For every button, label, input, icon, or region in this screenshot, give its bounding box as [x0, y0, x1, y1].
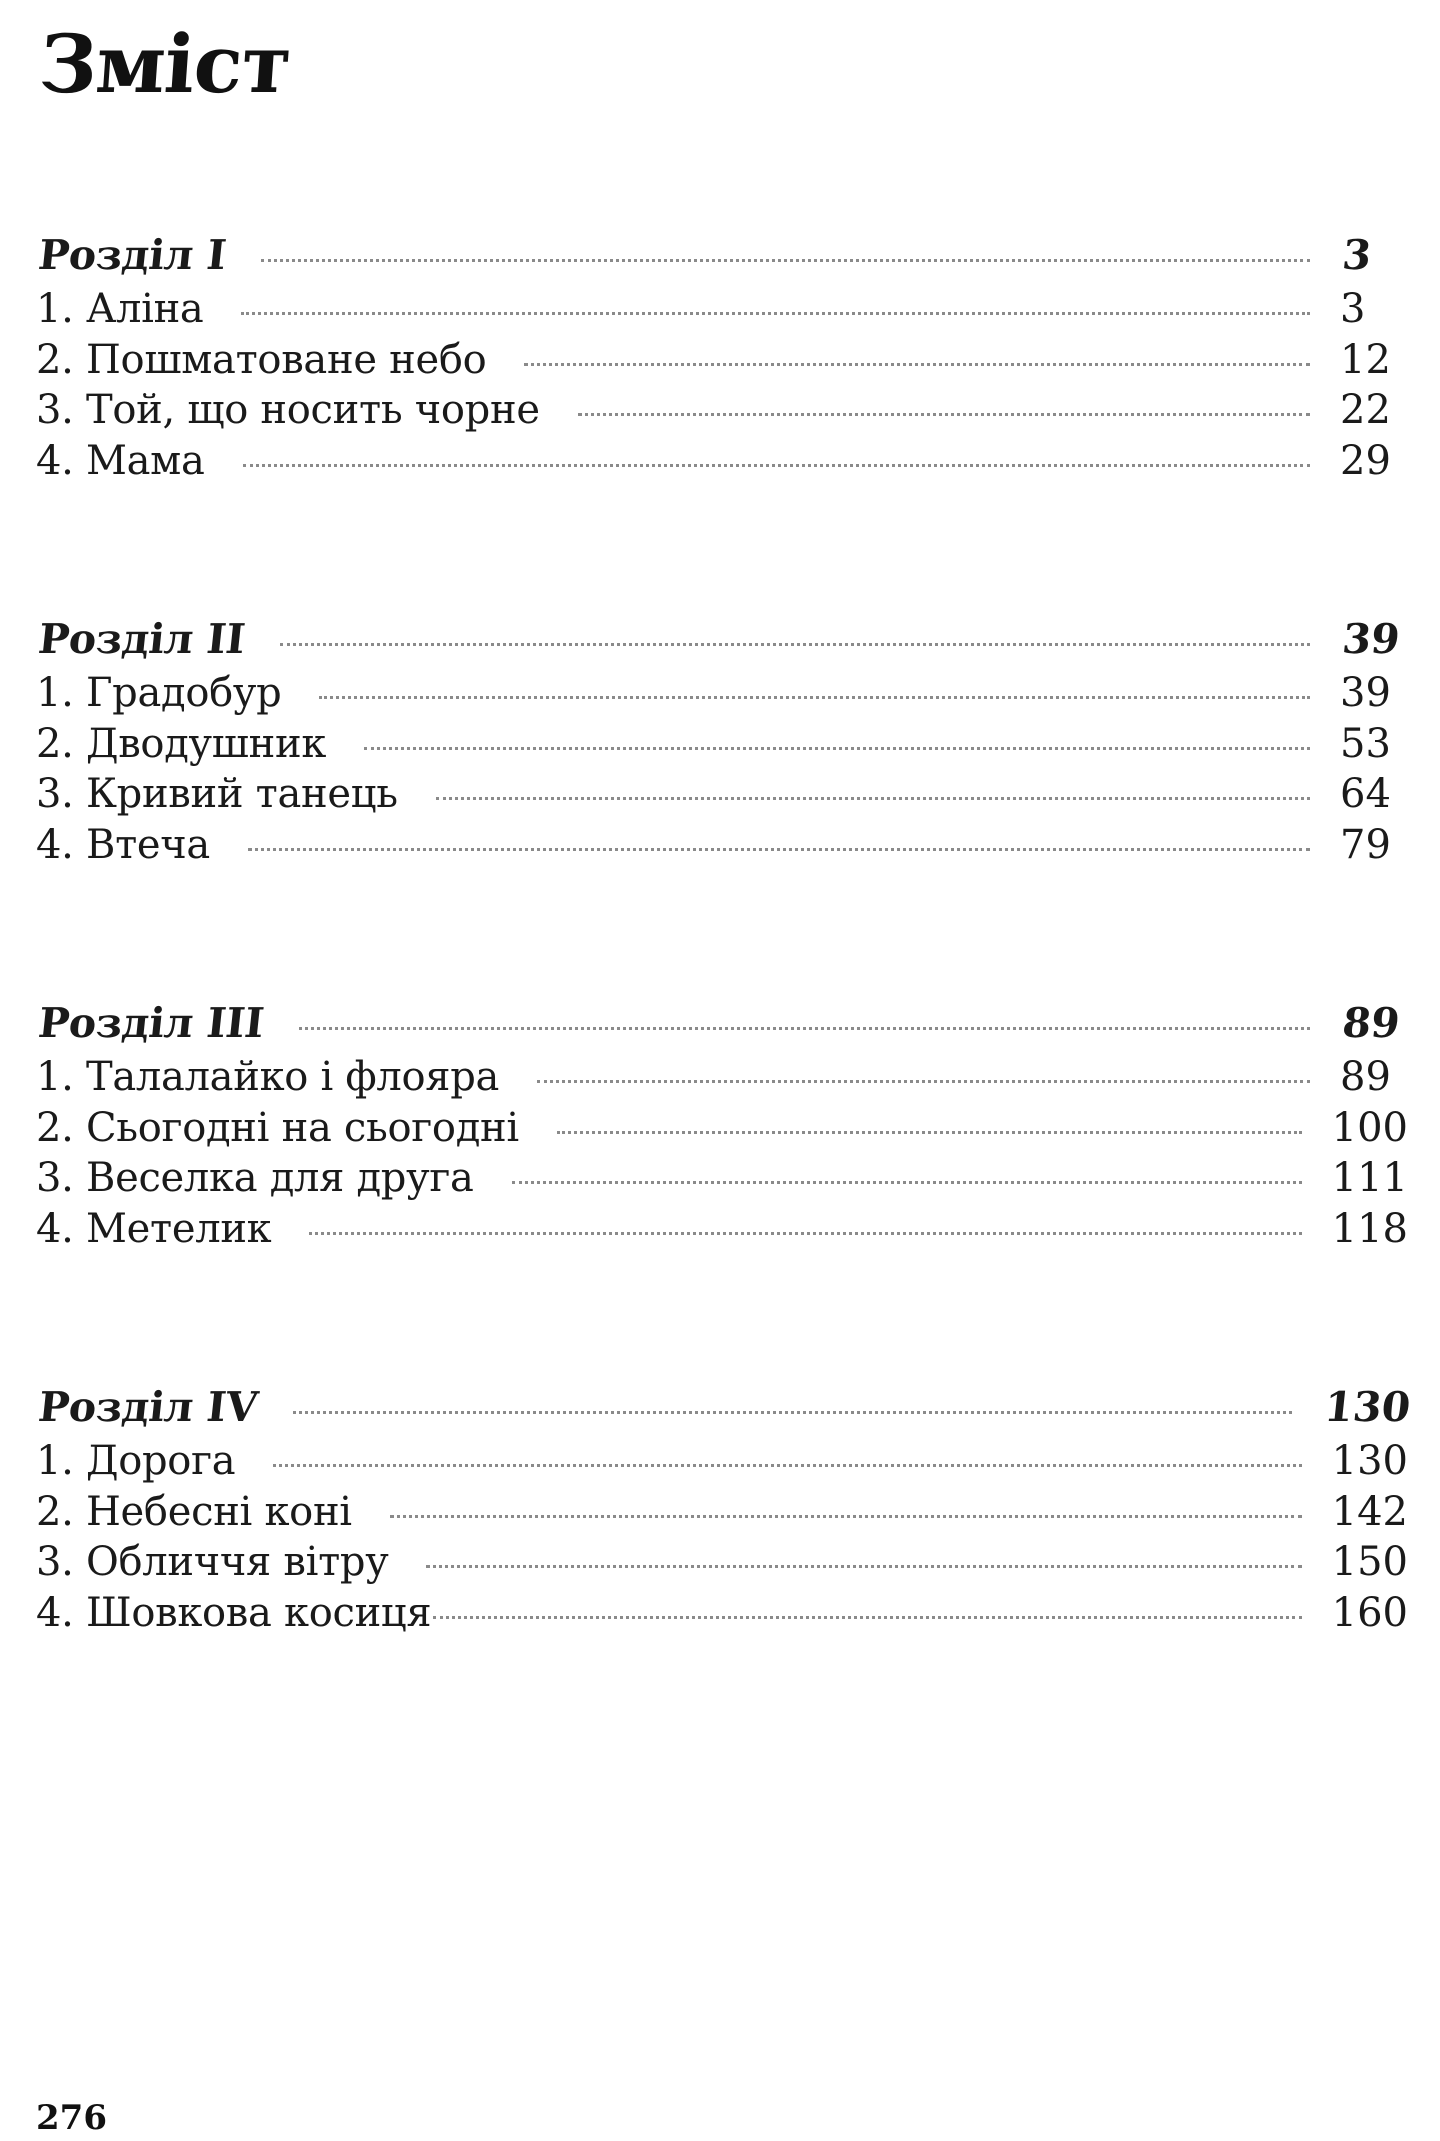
- dot-leader: [241, 312, 1310, 315]
- dot-leader: [578, 413, 1310, 416]
- entry-label: 2. Пошматоване небо: [36, 336, 487, 383]
- entry-page: 118: [1331, 1205, 1408, 1252]
- toc-entry[interactable]: [36, 335, 1408, 386]
- dot-leader: [524, 363, 1310, 366]
- section-heading-label: Розділ IV: [36, 1383, 260, 1431]
- dot-leader: [426, 1565, 1301, 1568]
- dot-leader: [280, 643, 1310, 646]
- dot-leader: [319, 696, 1310, 699]
- toc-entry[interactable]: [36, 1153, 1408, 1204]
- page-number: 276: [36, 2098, 107, 2138]
- dot-leader: [243, 464, 1310, 467]
- entry-label: 1. Аліна: [36, 286, 204, 332]
- toc-entry[interactable]: [36, 1588, 1408, 1639]
- toc-entry[interactable]: [36, 1052, 1408, 1103]
- section-heading-label: Розділ I: [36, 231, 229, 279]
- dot-leader: [248, 848, 1310, 851]
- dot-leader: [273, 1464, 1301, 1467]
- entry-page: 29: [1340, 437, 1391, 484]
- entry-page: 111: [1331, 1155, 1408, 1201]
- entry-label: 3. Веселка для друга: [36, 1155, 474, 1201]
- dot-leader: [364, 747, 1310, 750]
- entry-label: 3. Обличчя вітру: [36, 1539, 389, 1585]
- entry-page: 22: [1340, 387, 1391, 433]
- entry-page: 64: [1340, 771, 1391, 817]
- entry-page: 150: [1331, 1539, 1408, 1585]
- toc-section-heading[interactable]: [36, 614, 1408, 668]
- entry-page: 160: [1331, 1589, 1408, 1636]
- section-heading-page: 89: [1340, 999, 1403, 1047]
- entry-label: 1. Градобур: [36, 670, 282, 716]
- toc-entry[interactable]: [36, 284, 1408, 335]
- entry-label: 1. Дорога: [36, 1438, 236, 1484]
- entry-page: 39: [1340, 670, 1391, 716]
- dot-leader: [261, 259, 1310, 262]
- toc-entry[interactable]: [36, 769, 1408, 820]
- toc-section-4: [36, 1382, 1414, 1638]
- entry-label: 3. Кривий танець: [36, 771, 398, 817]
- toc-section-1: [36, 230, 1408, 486]
- section-heading-label: Розділ III: [36, 999, 267, 1047]
- section-heading-page: 39: [1340, 615, 1403, 663]
- dot-leader: [436, 797, 1310, 800]
- toc-section-2: [36, 614, 1408, 870]
- entry-page: 3: [1340, 286, 1366, 332]
- dot-leader: [309, 1232, 1301, 1235]
- entry-page: 53: [1340, 720, 1391, 767]
- dot-leader: [299, 1027, 1310, 1030]
- toc-entry[interactable]: [36, 1487, 1408, 1538]
- dot-leader: [433, 1616, 1301, 1619]
- toc-entry[interactable]: [36, 719, 1408, 770]
- toc-entry[interactable]: [36, 1436, 1408, 1487]
- entry-page: 142: [1331, 1488, 1408, 1535]
- section-heading-page: 130: [1322, 1383, 1414, 1431]
- dot-leader: [293, 1411, 1293, 1414]
- entry-page: 130: [1331, 1438, 1408, 1484]
- toc-section-heading[interactable]: [36, 230, 1408, 284]
- toc-entry[interactable]: [36, 1204, 1408, 1255]
- entry-label: 2. Небесні коні: [36, 1488, 352, 1535]
- entry-label: 4. Втеча: [36, 821, 210, 868]
- entry-page: 89: [1340, 1054, 1391, 1100]
- toc-entry[interactable]: [36, 385, 1408, 436]
- section-heading-page: 3: [1340, 231, 1374, 279]
- toc-entry[interactable]: [36, 436, 1408, 487]
- dot-leader: [512, 1181, 1302, 1184]
- dot-leader: [557, 1131, 1302, 1134]
- entry-label: 4. Мама: [36, 437, 205, 484]
- entry-label: 3. Той, що носить чорне: [36, 387, 540, 433]
- entry-page: 100: [1331, 1104, 1408, 1151]
- toc-entry[interactable]: [36, 1103, 1408, 1154]
- dot-leader: [390, 1515, 1302, 1518]
- section-heading-label: Розділ II: [36, 615, 248, 663]
- entry-label: 2. Сьогодні на сьогодні: [36, 1104, 519, 1151]
- toc-entry[interactable]: [36, 668, 1408, 719]
- entry-label: 4. Метелик: [36, 1205, 272, 1252]
- entry-page: 79: [1340, 821, 1391, 868]
- entry-label: 4. Шовкова косиця: [36, 1589, 432, 1636]
- toc-entry[interactable]: [36, 1537, 1408, 1588]
- toc-section-heading[interactable]: [36, 1382, 1414, 1436]
- toc-section-heading[interactable]: [36, 998, 1408, 1052]
- entry-page: 12: [1340, 336, 1391, 383]
- page-title: Зміст: [36, 17, 294, 111]
- entry-label: 1. Талалайко і флояра: [36, 1054, 500, 1100]
- toc-entry[interactable]: [36, 820, 1408, 871]
- dot-leader: [537, 1080, 1310, 1083]
- entry-label: 2. Дводушник: [36, 720, 327, 767]
- toc-section-3: [36, 998, 1408, 1254]
